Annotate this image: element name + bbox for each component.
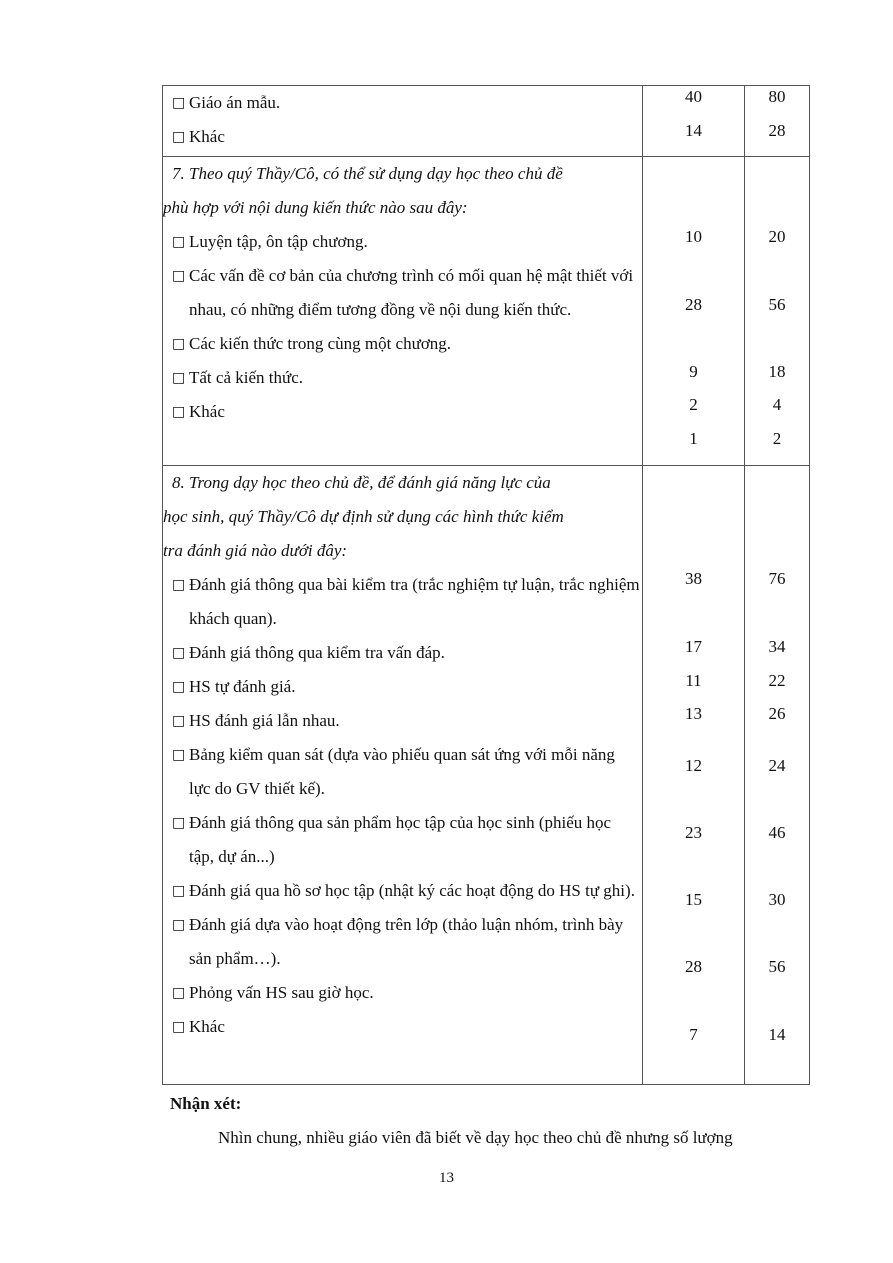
percent-cell: [745, 466, 810, 1085]
percent-value: 24: [768, 756, 786, 775]
section-8-row: [163, 466, 810, 1085]
option-item: [163, 636, 642, 670]
option-item: [163, 670, 642, 704]
percent-value: 22: [768, 671, 786, 690]
option-item: [163, 361, 642, 395]
percent-value: 26: [768, 704, 786, 723]
checkbox-icon: □: [172, 370, 186, 386]
percent-value: 56: [768, 957, 786, 976]
option-label: Đánh giá thông qua bài kiểm tra (trắc nghiệm tự luận, trắc nghiệm khách quan).: [189, 575, 640, 628]
percent-value: 18: [768, 362, 786, 381]
question-line: 8. Trong dạy học theo chủ đề, để đánh giá năng lực của: [172, 473, 551, 492]
checkbox-icon: □: [172, 747, 186, 763]
count-value: 15: [685, 890, 702, 909]
checkbox-icon: □: [172, 577, 186, 593]
count-value: 14: [685, 121, 702, 140]
percent-value: 28: [768, 121, 786, 140]
checkbox-icon: □: [172, 883, 186, 899]
count-value: 12: [685, 756, 702, 775]
question-text: [163, 466, 642, 568]
count-cell: [643, 157, 745, 466]
option-label: HS tự đánh giá.: [189, 677, 296, 696]
count-value: 1: [689, 429, 698, 448]
checkbox-icon: □: [172, 1019, 186, 1035]
count-value: 13: [685, 704, 702, 723]
count-value: 17: [685, 637, 702, 656]
option-label: Đánh giá qua hồ sơ học tập (nhật ký các hoạt động do HS tự ghi).: [189, 881, 635, 900]
count-value: 9: [689, 362, 698, 381]
question-line: học sinh, quý Thầy/Cô dự định sử dụng các hình thức kiểm: [163, 507, 564, 526]
option-label: Đánh giá thông qua sản phẩm học tập của học sinh (phiếu học tập, dự án...): [189, 813, 612, 866]
option-item: [163, 86, 642, 120]
option-item: [163, 704, 642, 738]
checkbox-icon: □: [172, 917, 186, 933]
count-value: 28: [685, 295, 702, 314]
checkbox-icon: □: [172, 404, 186, 420]
option-label: Đánh giá dựa vào hoạt động trên lớp (thảo luận nhóm, trình bày sản phẩm…).: [189, 915, 624, 968]
checkbox-icon: □: [172, 129, 186, 145]
percent-value: 4: [772, 395, 782, 414]
percent-value: 20: [768, 227, 786, 246]
percent-value: 34: [768, 637, 786, 656]
survey-results-table: [162, 85, 810, 1085]
count-cell: [643, 466, 745, 1085]
count-value: 2: [689, 395, 698, 414]
option-item: [163, 327, 642, 361]
option-label: Phỏng vấn HS sau giờ học.: [189, 983, 374, 1002]
section-8-content-cell: [163, 466, 643, 1085]
count-cell: [643, 86, 745, 157]
checkbox-icon: □: [172, 234, 186, 250]
option-label: Các vấn đề cơ bản của chương trình có mối quan hệ mật thiết với nhau, có những điểm tương đồng về nội dung kiến thức.: [189, 266, 634, 319]
percent-value: 80: [768, 87, 786, 106]
option-label: Đánh giá thông qua kiểm tra vấn đáp.: [189, 643, 445, 662]
question-text: [163, 157, 642, 225]
option-item: [163, 568, 642, 636]
percent-value: 2: [772, 429, 782, 448]
option-label: HS đánh giá lẫn nhau.: [189, 711, 340, 730]
option-label: Bảng kiểm quan sát (dựa vào phiếu quan sát ứng với mỗi năng lực do GV thiết kế).: [189, 745, 615, 798]
option-item: [163, 908, 642, 976]
percent-value: 56: [768, 295, 786, 314]
remark-paragraph: Nhìn chung, nhiều giáo viên đã biết về dạy học theo chủ đề nhưng số lượng: [218, 1128, 733, 1147]
checkbox-icon: □: [172, 95, 186, 111]
option-item: [163, 738, 642, 806]
count-value: 38: [685, 569, 702, 588]
section-7-row: [163, 157, 810, 466]
option-item: [163, 120, 642, 154]
count-value: 23: [685, 823, 702, 842]
checkbox-icon: □: [172, 679, 186, 695]
count-value: 40: [685, 87, 702, 106]
section-7-content-cell: [163, 157, 643, 466]
count-value: 10: [685, 227, 702, 246]
page-number: 13: [439, 1170, 454, 1186]
checkbox-icon: □: [172, 268, 186, 284]
checkbox-icon: □: [172, 336, 186, 352]
percent-cell: [745, 157, 810, 466]
option-label: Khác: [189, 1017, 225, 1036]
checkbox-icon: □: [172, 815, 186, 831]
section-6-row: [163, 86, 810, 157]
option-label: Tất cả kiến thức.: [189, 368, 303, 387]
percent-value: 14: [768, 1025, 786, 1044]
option-item: [163, 1010, 642, 1044]
option-label: Các kiến thức trong cùng một chương.: [189, 334, 452, 353]
question-line: phù hợp với nội dung kiến thức nào sau đây:: [163, 198, 468, 217]
percent-value: 76: [768, 569, 786, 588]
question-line: tra đánh giá nào dưới đây:: [163, 541, 348, 560]
question-line: 7. Theo quý Thầy/Cô, có thể sử dụng dạy học theo chủ đề: [172, 164, 563, 183]
count-value: 28: [685, 957, 702, 976]
section-6-options-cell: [163, 86, 643, 157]
option-item: [163, 874, 642, 908]
option-label: Khác: [189, 127, 225, 146]
option-label: Khác: [189, 402, 225, 421]
checkbox-icon: □: [172, 713, 186, 729]
checkbox-icon: □: [172, 645, 186, 661]
option-item: [163, 225, 642, 259]
checkbox-icon: □: [172, 985, 186, 1001]
option-item: [163, 395, 642, 429]
percent-cell: [745, 86, 810, 157]
remark-heading: Nhận xét:: [170, 1094, 242, 1113]
option-label: Giáo án mẫu.: [189, 93, 281, 112]
percent-value: 30: [768, 890, 786, 909]
option-item: [163, 259, 642, 327]
count-value: 7: [689, 1025, 698, 1044]
option-item: [163, 806, 642, 874]
option-label: Luyện tập, ôn tập chương.: [189, 232, 368, 251]
option-item: [163, 976, 642, 1010]
percent-value: 46: [768, 823, 786, 842]
count-value: 11: [685, 671, 702, 690]
